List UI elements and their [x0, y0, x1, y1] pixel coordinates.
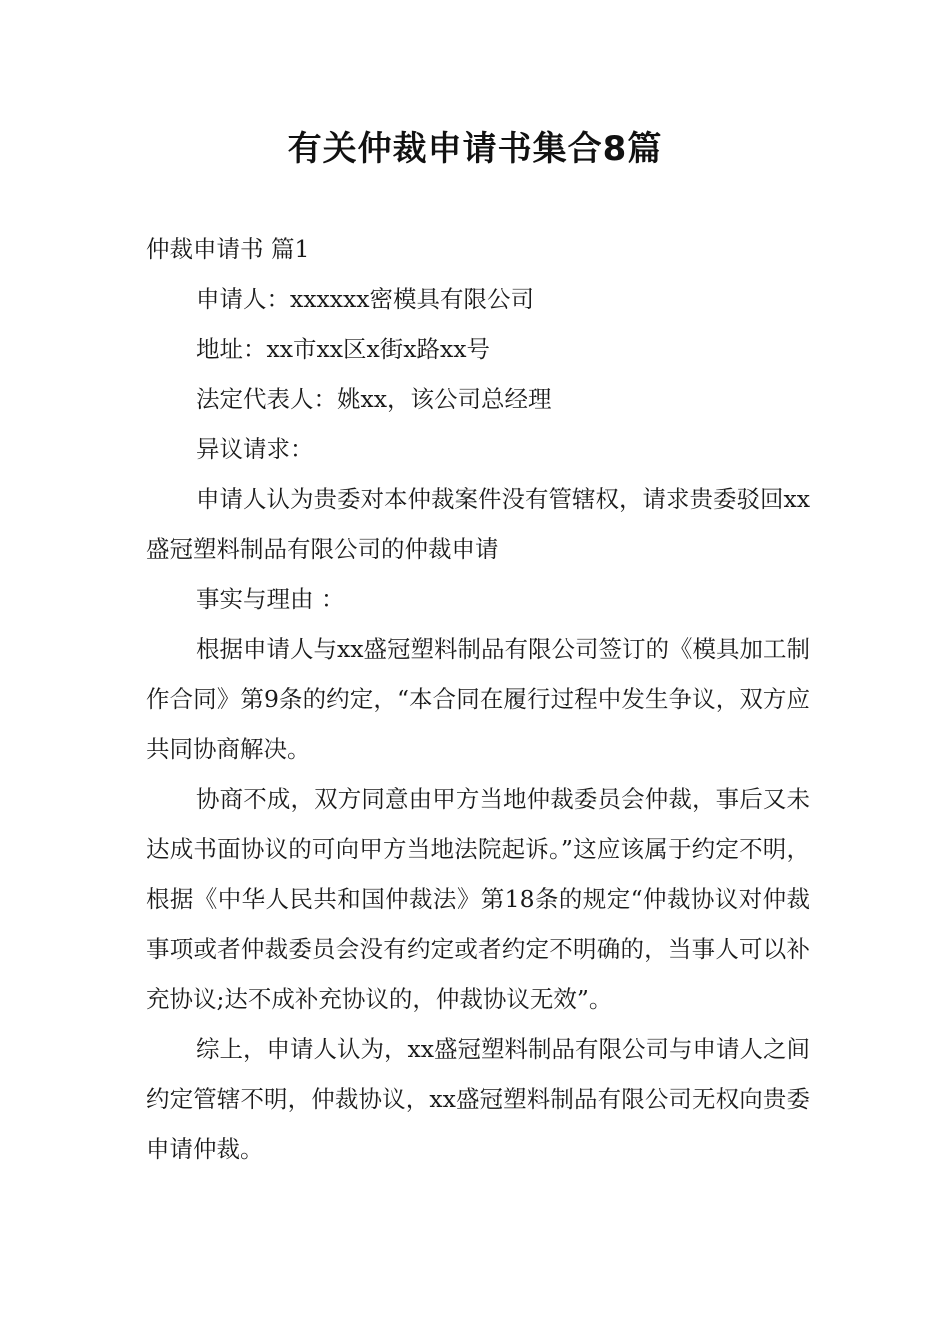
legal-representative-paragraph: 法定代表人：姚xx，该公司总经理	[196, 385, 552, 413]
document-body	[146, 224, 810, 1174]
address-paragraph: 地址：xx市xx区x街x路xx号	[196, 335, 491, 363]
objection-heading: 异议请求：	[196, 435, 314, 463]
conclusion-paragraph: 综上，申请人认为，xx盛冠塑料制品有限公司与申请人之间约定管辖不明，仲裁协议，xx盛冠塑料制品有限公司无权向贵委申请仲裁。	[146, 1035, 811, 1163]
facts-heading: 事实与理由 ：	[196, 585, 345, 613]
contract-paragraph: 根据申请人与xx盛冠塑料制品有限公司签订的《模具加工制作合同》第9条的约定，“本合同在履行过程中发生争议，双方应共同协商解决。	[146, 635, 811, 763]
document-title: 有关仲裁申请书集合8篇	[287, 129, 663, 169]
applicant-paragraph: 申请人：xxxxxx密模具有限公司	[196, 285, 535, 313]
objection-paragraph: 申请人认为贵委对本仲裁案件没有管辖权，请求贵委驳回xx盛冠塑料制品有限公司的仲裁申请	[146, 485, 811, 563]
arbitration-law-paragraph: 协商不成，双方同意由甲方当地仲裁委员会仲裁，事后又未达成书面协议的可向甲方当地法院起诉。”这应该属于约定不明，根据《中华人民共和国仲裁法》第18条的规定“仲裁协议对仲裁事项或者仲裁委员会没有约定或者约定不明确的，当事人可以补充协议;达不成补充协议的，仲裁协议无效”。	[146, 785, 810, 1013]
section-heading: 仲裁申请书 篇1	[146, 235, 310, 263]
